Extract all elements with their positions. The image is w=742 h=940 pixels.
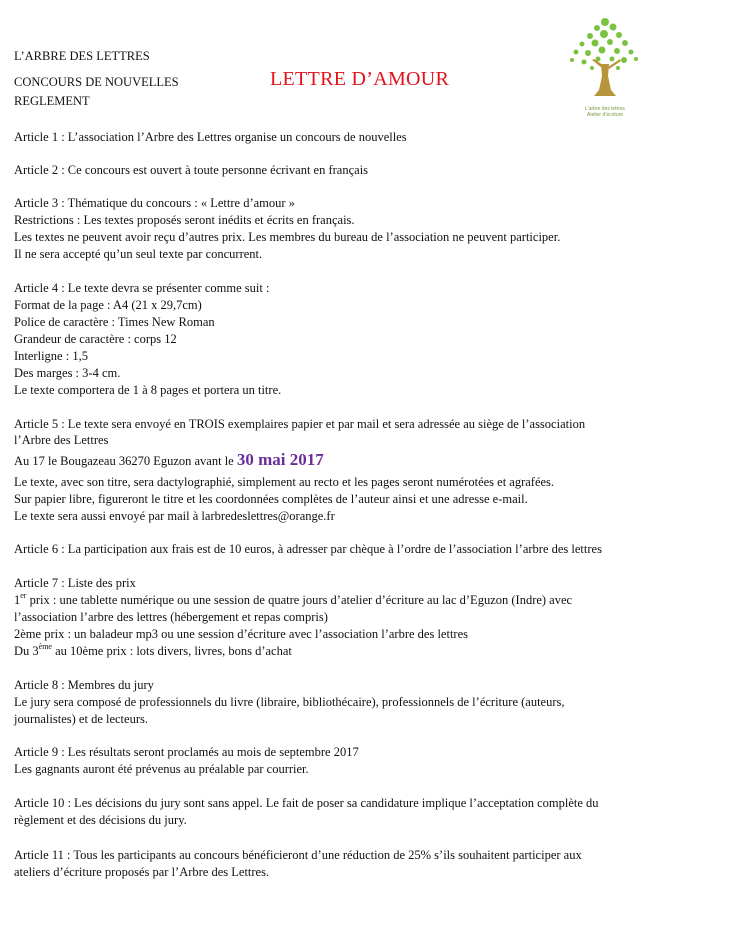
article-4-line-4: Grandeur de caractère : corps 12 bbox=[14, 332, 177, 346]
article-9-line-1: Article 9 : Les résultats seront proclamés au mois de septembre 2017 bbox=[14, 745, 359, 759]
contest-name: CONCOURS DE NOUVELLES bbox=[14, 75, 179, 89]
article-11-line-2: ateliers d’écriture proposés par l’Arbre des Lettres. bbox=[14, 865, 270, 879]
article-3-line-2: Restrictions : Les textes proposés seront inédits et écrits en français. bbox=[14, 213, 355, 227]
article-7-prize-1 bbox=[14, 592, 714, 608]
article-8-line-1: Article 8 : Membres du jury bbox=[14, 678, 154, 692]
article-1: Article 1 : L’association l’Arbre des Lettres organise un concours de nouvelles bbox=[14, 130, 407, 144]
article-4-line-2: Format de la page : A4 (21 x 29,7cm) bbox=[14, 298, 202, 312]
org-name: L’ARBRE DES LETTRES bbox=[14, 49, 150, 63]
logo-caption-2: Atelier d’écriture bbox=[586, 112, 624, 118]
prize-3-prefix: Du 3 bbox=[14, 644, 39, 658]
article-5-line-6: Le texte sera aussi envoyé par mail à larbredeslettres@orange.fr bbox=[14, 509, 335, 523]
article-4-line-7: Le texte comportera de 1 à 8 pages et portera un titre. bbox=[14, 383, 282, 397]
article-11-line-1: Article 11 : Tous les participants au concours bénéficieront d’une réduction de 25% s’ils souhaitent participer aux bbox=[14, 848, 582, 862]
article-5-line-4: Le texte, avec son titre, sera dactylographié, simplement au recto et les pages seront numérotées et agrafées. bbox=[14, 475, 555, 489]
article-8-line-2: Le jury sera composé de professionnels du livre (libraire, bibliothécaire), professionnels de l’écriture (auteurs, bbox=[14, 695, 565, 709]
article-7-line-1: Article 7 : Liste des prix bbox=[14, 576, 136, 590]
article-4-line-6: Des marges : 3-4 cm. bbox=[14, 366, 121, 380]
logo bbox=[562, 12, 648, 124]
tree-icon bbox=[562, 12, 648, 102]
article-4-line-1: Article 4 : Le texte devra se présenter comme suit : bbox=[14, 281, 270, 295]
page-title: LETTRE D’AMOUR bbox=[270, 68, 450, 90]
article-4-line-5: Interligne : 1,5 bbox=[14, 349, 88, 363]
article-10-line-2: règlement et des décisions du jury. bbox=[14, 813, 187, 827]
article-3-line-4: Il ne sera accepté qu’un seul texte par concurrent. bbox=[14, 247, 263, 261]
article-3-line-3: Les textes ne peuvent avoir reçu d’autres prix. Les membres du bureau de l’association ne peuvent participer. bbox=[14, 230, 561, 244]
address-text: Au 17 le Bougazeau 36270 Eguzon avant le bbox=[14, 454, 234, 468]
prize-1-sup: er bbox=[20, 590, 27, 600]
article-5-line-5: Sur papier libre, figureront le titre et les coordonnées complètes de l’auteur ainsi et une adresse e-mail. bbox=[14, 492, 528, 506]
prize-1-number: 1 bbox=[14, 593, 21, 607]
rules-label: REGLEMENT bbox=[14, 94, 90, 108]
article-6: Article 6 : La participation aux frais est de 10 euros, à adresser par chèque à l’ordre de l’association l’arbre des lettres bbox=[14, 542, 602, 556]
article-8-line-3: journalistes) et de lecteurs. bbox=[14, 712, 148, 726]
prize-3-sup: ème bbox=[38, 641, 52, 651]
article-7-prize-3 bbox=[14, 643, 292, 659]
prize-1-text: prix : une tablette numérique ou une session de quatre jours d’atelier d’écriture au lac d’Eguzon (Indre) avec bbox=[26, 593, 573, 607]
article-7-prize-1-cont: l’association l’arbre des lettres (hébergement et repas compris) bbox=[14, 610, 328, 624]
article-2: Article 2 : Ce concours est ouvert à toute personne écrivant en français bbox=[14, 163, 369, 177]
prize-3-text: au 10ème prix : lots divers, livres, bons d’achat bbox=[51, 644, 292, 658]
article-7-prize-2: 2ème prix : un baladeur mp3 ou une session d’écriture avec l’association l’arbre des lettres bbox=[14, 627, 469, 641]
logo-caption-1: L’arbre des lettres bbox=[585, 106, 625, 112]
deadline-date: 30 mai 2017 bbox=[236, 450, 324, 469]
article-4-line-3: Police de caractère : Times New Roman bbox=[14, 315, 215, 329]
article-5-line-1: Article 5 : Le texte sera envoyé en TROIS exemplaires papier et par mail et sera adressée au siège de l’association bbox=[14, 417, 586, 431]
article-10-line-1: Article 10 : Les décisions du jury sont sans appel. Le fait de poser sa candidature implique l’acceptation complète du bbox=[14, 796, 599, 810]
article-5-address bbox=[14, 452, 324, 469]
article-3-line-1: Article 3 : Thématique du concours : « Lettre d’amour » bbox=[14, 196, 295, 210]
article-9-line-2: Les gagnants auront été prévenus au préalable par courrier. bbox=[14, 762, 309, 776]
article-5-line-2: l’Arbre des Lettres bbox=[14, 433, 109, 447]
